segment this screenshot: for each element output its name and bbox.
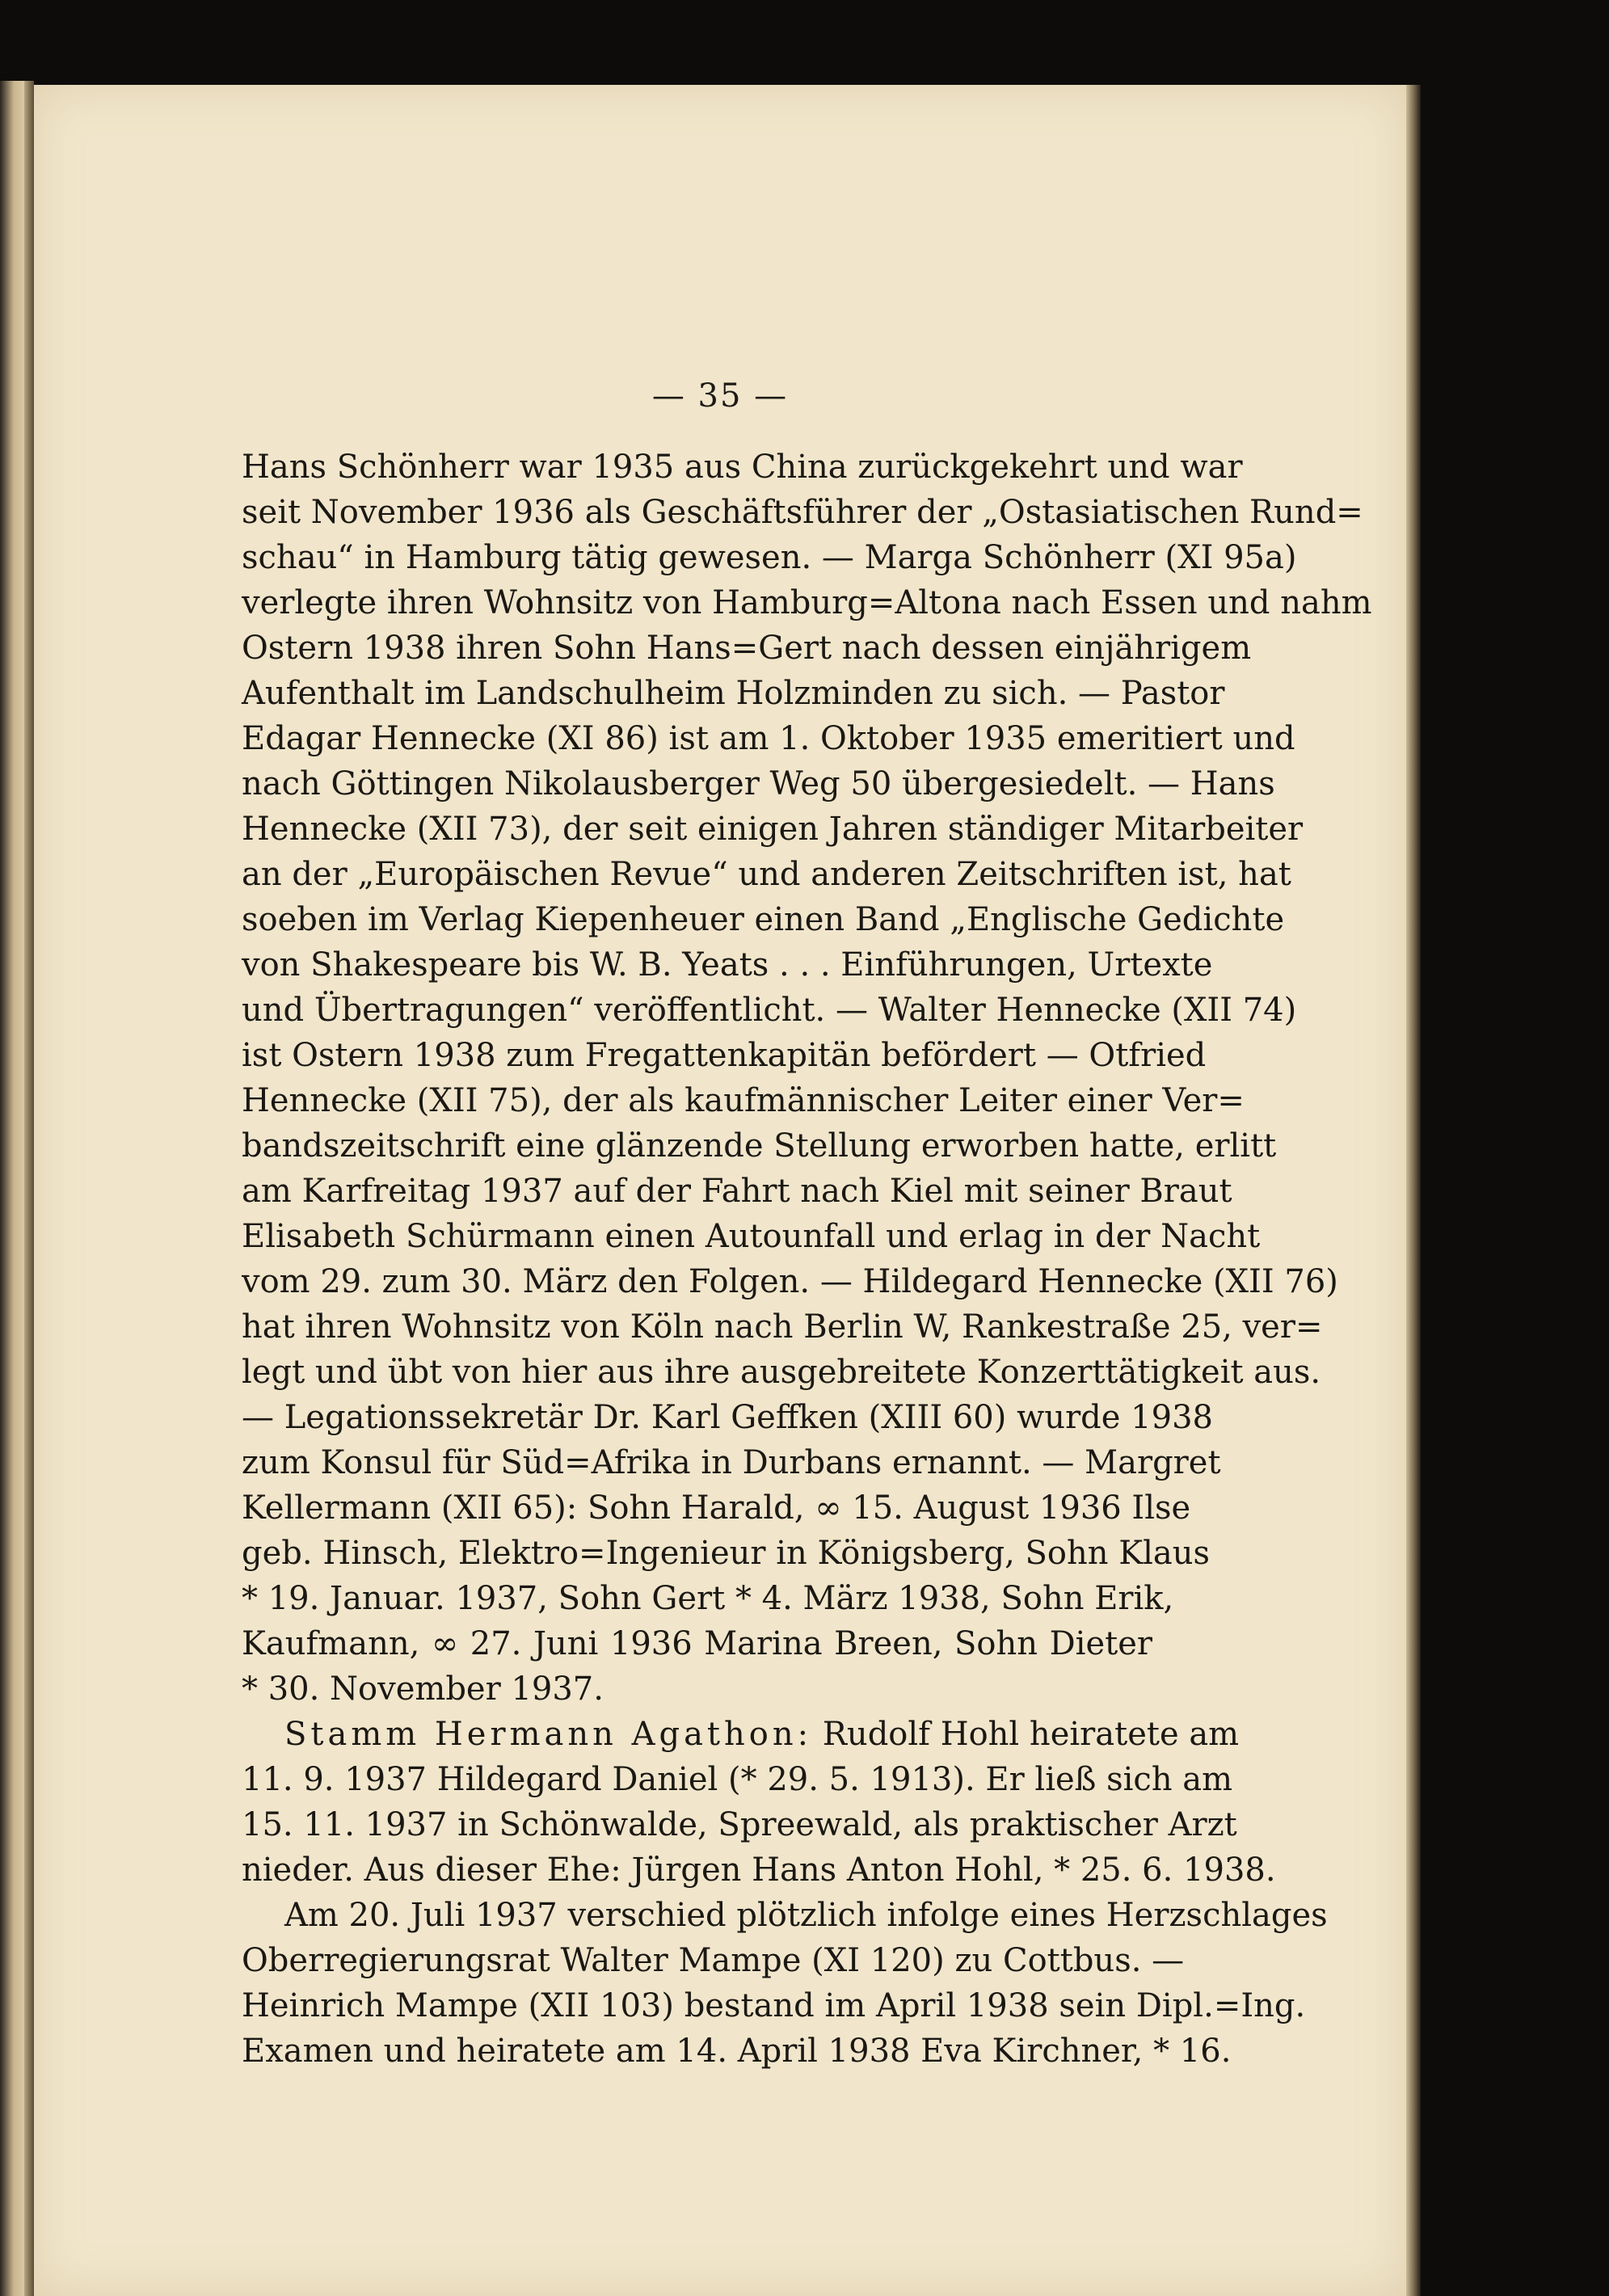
text-line: von Shakespeare bis W. B. Yeats . . . Einführungen, Urtexte bbox=[242, 946, 1213, 984]
text-line: vom 29. zum 30. März den Folgen. — Hildegard Hennecke (XII 76) bbox=[242, 1263, 1338, 1300]
text-line: an der „Europäischen Revue“ und anderen Zeitschriften ist, hat bbox=[242, 856, 1291, 893]
text-line: 15. 11. 1937 in Schönwalde, Spreewald, als praktischer Arzt bbox=[242, 1806, 1237, 1843]
book-page bbox=[34, 85, 1406, 2296]
text-line: Kaufmann, ∞ 27. Juni 1936 Marina Breen, Sohn Dieter bbox=[242, 1625, 1152, 1662]
text-line: Examen und heiratete am 14. April 1938 Eva Kirchner, * 16. bbox=[242, 2033, 1232, 2070]
text-line: Hennecke (XII 75), der als kaufmännischer Leiter einer Ver= bbox=[242, 1082, 1245, 1119]
text-line: ist Ostern 1938 zum Fregattenkapitän befördert — Otfried bbox=[242, 1037, 1207, 1074]
page-body bbox=[242, 444, 1372, 2074]
text-line: Kellermann (XII 65): Sohn Harald, ∞ 15. August 1936 Ilse bbox=[242, 1489, 1191, 1527]
text-line: Edagar Hennecke (XI 86) ist am 1. Oktober 1935 emeritiert und bbox=[242, 720, 1295, 757]
text-line: schau“ in Hamburg tätig gewesen. — Marga Schönherr (XI 95a) bbox=[242, 539, 1297, 576]
text-line: Am 20. Juli 1937 verschied plötzlich infolge eines Herzschlages bbox=[284, 1897, 1328, 1934]
page-number: — 35 — bbox=[651, 377, 789, 415]
text-line: * 30. November 1937. bbox=[242, 1670, 604, 1708]
text-line: und Übertragungen“ veröffentlicht. — Walter Hennecke (XII 74) bbox=[242, 992, 1297, 1029]
paragraph-first-line bbox=[242, 1712, 1240, 1757]
text-line: — Legationssekretär Dr. Karl Geffken (XIII 60) wurde 1938 bbox=[242, 1399, 1213, 1436]
stamm-heading: Stamm Hermann Agathon: bbox=[284, 1716, 813, 1753]
text-line: Aufenthalt im Landschulheim Holzminden zu sich. — Pastor bbox=[242, 675, 1225, 712]
text-fragment: Rudolf Hohl heiratete am bbox=[822, 1716, 1240, 1753]
book-spine-edge bbox=[24, 81, 34, 2296]
text-line: Hans Schönherr war 1935 aus China zurückgekehrt und war bbox=[242, 449, 1243, 486]
text-line: bandszeitschrift eine glänzende Stellung erworben hatte, erlitt bbox=[242, 1127, 1277, 1165]
text-line: soeben im Verlag Kiepenheuer einen Band „Englische Gedichte bbox=[242, 901, 1285, 938]
text-line: Ostern 1938 ihren Sohn Hans=Gert nach dessen einjährigem bbox=[242, 630, 1252, 667]
text-line: Hennecke (XII 73), der seit einigen Jahren ständiger Mitarbeiter bbox=[242, 811, 1304, 848]
text-line: am Karfreitag 1937 auf der Fahrt nach Kiel mit seiner Braut bbox=[242, 1173, 1232, 1210]
text-line: geb. Hinsch, Elektro=Ingenieur in Königsberg, Sohn Klaus bbox=[242, 1535, 1211, 1572]
text-line: zum Konsul für Süd=Afrika in Durbans ernannt. — Margret bbox=[242, 1444, 1221, 1481]
text-line: seit November 1936 als Geschäftsführer der „Ostasiatischen Rund= bbox=[242, 494, 1363, 531]
text-line: verlegte ihren Wohnsitz von Hamburg=Altona nach Essen und nahm bbox=[242, 584, 1372, 621]
text-line: 11. 9. 1937 Hildegard Daniel (* 29. 5. 1913). Er ließ sich am bbox=[242, 1761, 1233, 1798]
text-line: * 19. Januar. 1937, Sohn Gert * 4. März 1938, Sohn Erik, bbox=[242, 1580, 1174, 1617]
text-line: Elisabeth Schürmann einen Autounfall und erlag in der Nacht bbox=[242, 1218, 1261, 1255]
text-line: Oberregierungsrat Walter Mampe (XI 120) zu Cottbus. — bbox=[242, 1942, 1185, 1979]
text-line: nach Göttingen Nikolausberger Weg 50 übergesiedelt. — Hans bbox=[242, 765, 1275, 803]
text-line: Heinrich Mampe (XII 103) bestand im April 1938 sein Dipl.=Ing. bbox=[242, 1987, 1306, 2024]
text-line: legt und übt von hier aus ihre ausgebreitete Konzerttätigkeit aus. bbox=[242, 1354, 1321, 1391]
text-line: hat ihren Wohnsitz von Köln nach Berlin W, Rankestraße 25, ver= bbox=[242, 1308, 1323, 1346]
text-line: nieder. Aus dieser Ehe: Jürgen Hans Anton Hohl, * 25. 6. 1938. bbox=[242, 1852, 1276, 1889]
page-edge-shadow bbox=[1406, 85, 1421, 2296]
